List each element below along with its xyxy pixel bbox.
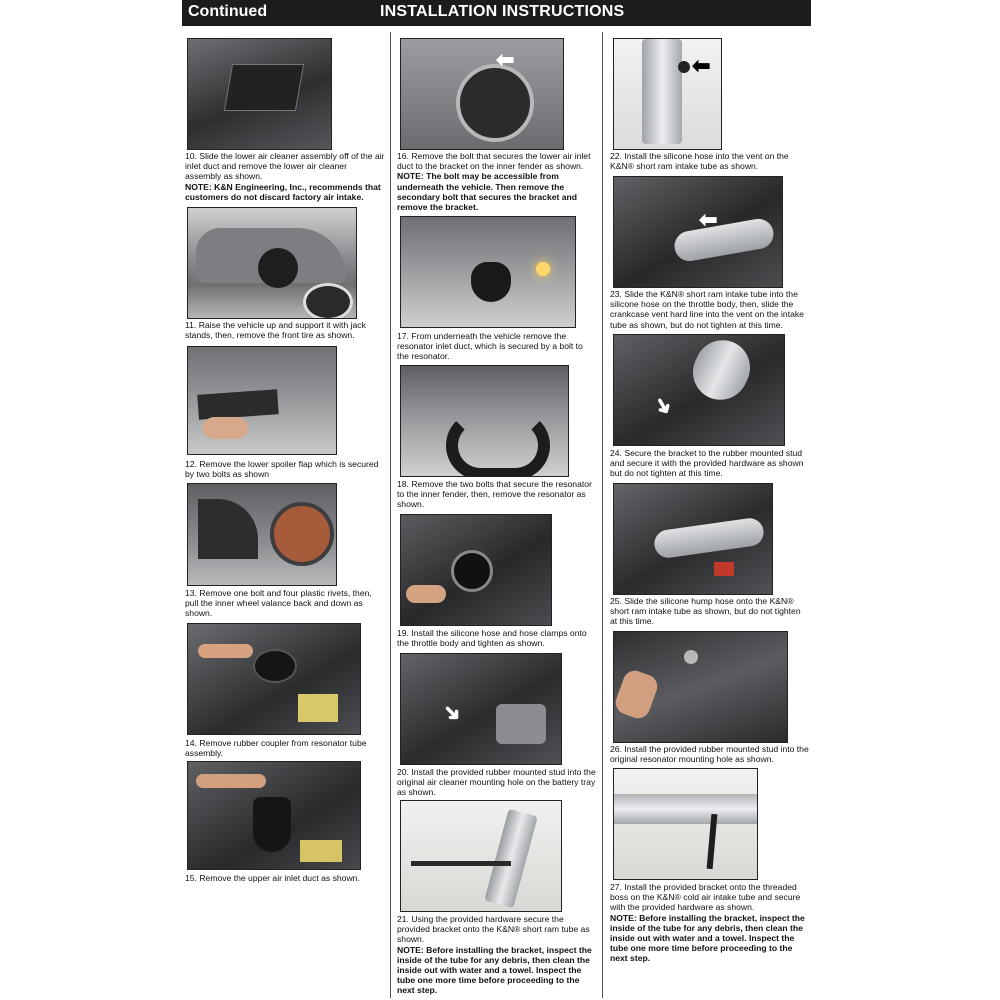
arrow-icon: ⬅ <box>699 207 718 232</box>
column-divider-2 <box>602 32 603 998</box>
step-17-caption <box>397 331 597 362</box>
step-27-photo <box>613 768 758 880</box>
step-15-text: 15. Remove the upper air inlet duct as shown. <box>185 873 360 883</box>
step-26-caption <box>610 744 810 764</box>
step-10-caption <box>185 151 385 202</box>
step-19-caption <box>397 628 597 648</box>
step-20-text: 20. Install the provided rubber mounted stud into the original air cleaner mounting hole on the battery tray as shown. <box>397 767 596 798</box>
step-10-note: NOTE: K&N Engineering, Inc., recommends that customers do not discard factory air intake. <box>185 181 381 202</box>
step-12-caption <box>185 459 385 479</box>
step-16-text: 16. Remove the bolt that secures the lower air inlet duct to the bracket on the inner fender as shown. <box>397 151 591 172</box>
step-21-caption <box>397 914 597 996</box>
step-11-photo <box>187 207 357 319</box>
step-20-caption <box>397 767 597 798</box>
step-16-note: NOTE: The bolt may be accessible from underneath the vehicle. Then remove the secondary bolt that secures the bracket and remove the bracket. <box>397 171 578 213</box>
arrow-icon: ➜ <box>648 391 680 420</box>
step-25-caption <box>610 596 810 627</box>
continued-label: Continued <box>188 3 268 20</box>
step-19-photo <box>400 514 552 626</box>
step-21-note: NOTE: Before installing the bracket, inspect the inside of the tube for any debris, then clean the inside out with water and a towel. Inspect the tube one more time before proceeding to the next step. <box>397 944 592 996</box>
step-24-caption <box>610 448 810 479</box>
step-15-photo <box>187 761 361 870</box>
step-18-text: 18. Remove the two bolts that secure the resonator to the inner fender, then, remove the resonator as shown. <box>397 479 592 510</box>
step-15-caption <box>185 873 385 883</box>
step-13-text: 13. Remove one bolt and four plastic rivets, then, pull the inner wheel valance back and down as shown. <box>185 588 372 619</box>
step-26-photo <box>613 631 788 743</box>
step-11-text: 11. Raise the vehicle up and support it with jack stands, then, remove the front tire as shown. <box>185 320 366 341</box>
step-12-photo <box>187 346 337 455</box>
step-12-text: 12. Remove the lower spoiler flap which is secured by two bolts as shown <box>185 459 379 480</box>
step-17-photo <box>400 216 576 328</box>
step-27-text: 27. Install the provided bracket onto the threaded boss on the K&N® cold air intake tube and secure with the provided hardware as shown. <box>610 882 801 913</box>
step-14-photo <box>187 623 361 735</box>
step-19-text: 19. Install the silicone hose and hose clamps onto the throttle body and tighten as shown. <box>397 628 587 649</box>
step-22-caption <box>610 151 810 171</box>
arrow-icon: ➜ <box>437 697 468 729</box>
step-16-caption <box>397 151 597 212</box>
step-18-photo <box>400 365 569 477</box>
step-26-text: 26. Install the provided rubber mounted stud into the original resonator mounting hole as shown. <box>610 744 809 765</box>
arrow-icon: ⬅ <box>692 53 711 78</box>
step-13-photo <box>187 483 337 586</box>
step-22-photo <box>613 38 722 150</box>
step-13-caption <box>185 588 385 619</box>
step-23-photo <box>613 176 783 288</box>
step-24-photo <box>613 334 785 446</box>
arrow-icon: ⬅ <box>496 47 515 72</box>
step-17-text: 17. From underneath the vehicle remove the resonator inlet duct, which is secured by a bolt to the resonator. <box>397 331 583 362</box>
step-20-photo <box>400 653 562 765</box>
step-23-text: 23. Slide the K&N® short ram intake tube into the silicone hose on the throttle body, then, slide the crankcase vent hard line into the vent on the intake tube as shown, but do not tighten at this time. <box>610 289 804 330</box>
step-22-text: 22. Install the silicone hose into the vent on the K&N® short ram intake tube as shown. <box>610 151 789 172</box>
column-divider-1 <box>390 32 391 998</box>
step-23-caption <box>610 289 810 330</box>
step-25-text: 25. Slide the silicone hump hose onto the K&N® short ram intake tube as shown, but do not tighten at this time. <box>610 596 801 627</box>
step-27-note: NOTE: Before installing the bracket, inspect the inside of the tube for any debris, then clean the inside out with water and a towel. Inspect the tube one more time before proceeding to the next step. <box>610 912 805 964</box>
step-27-caption <box>610 882 810 964</box>
step-10-text: 10. Slide the lower air cleaner assembly off of the air inlet duct and remove the lower air cleaner assembly as shown. <box>185 151 385 182</box>
step-14-caption <box>185 738 385 758</box>
step-11-caption <box>185 320 385 340</box>
step-18-caption <box>397 479 597 510</box>
page-header <box>182 0 811 26</box>
step-10-photo <box>187 38 332 150</box>
step-25-photo <box>613 483 773 595</box>
step-21-text: 21. Using the provided hardware secure the provided bracket onto the K&N® short ram tube as shown. <box>397 914 590 945</box>
step-24-text: 24. Secure the bracket to the rubber mounted stud and secure it with the provided hardware as shown but do not tighten at this time. <box>610 448 804 479</box>
step-16-photo <box>400 38 564 150</box>
page-title: INSTALLATION INSTRUCTIONS <box>380 3 625 20</box>
step-14-text: 14. Remove rubber coupler from resonator tube assembly. <box>185 738 367 759</box>
step-21-photo <box>400 800 562 912</box>
